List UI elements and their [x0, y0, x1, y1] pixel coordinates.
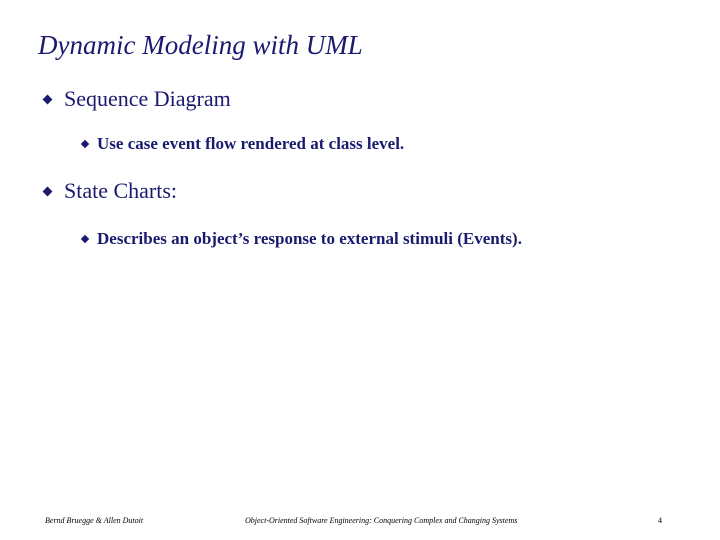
bullet-sequence-diagram [44, 86, 231, 112]
sub-bullet-label: Use case event flow rendered at class level. [97, 134, 405, 153]
sub-bullet-sequence-diagram [82, 134, 404, 154]
sub-bullet-label: Describes an object’s response to external stimuli (Events). [97, 229, 522, 248]
bullet-state-charts [44, 178, 177, 204]
diamond-bullet-icon [81, 235, 89, 243]
footer-authors: Bernd Bruegge & Allen Dutoit [45, 516, 144, 525]
bullet-label: State Charts: [64, 178, 178, 203]
bullet-label: Sequence Diagram [64, 86, 231, 111]
diamond-bullet-icon [43, 186, 53, 196]
slide-title: Dynamic Modeling with UML [38, 30, 363, 60]
diamond-bullet-icon [43, 94, 53, 104]
page-number: 4 [658, 516, 662, 525]
footer-book-title: Object-Oriented Software Engineering: Conquering Complex and Changing Systems [245, 516, 518, 525]
sub-bullet-state-charts [82, 229, 522, 249]
diamond-bullet-icon [81, 140, 89, 148]
